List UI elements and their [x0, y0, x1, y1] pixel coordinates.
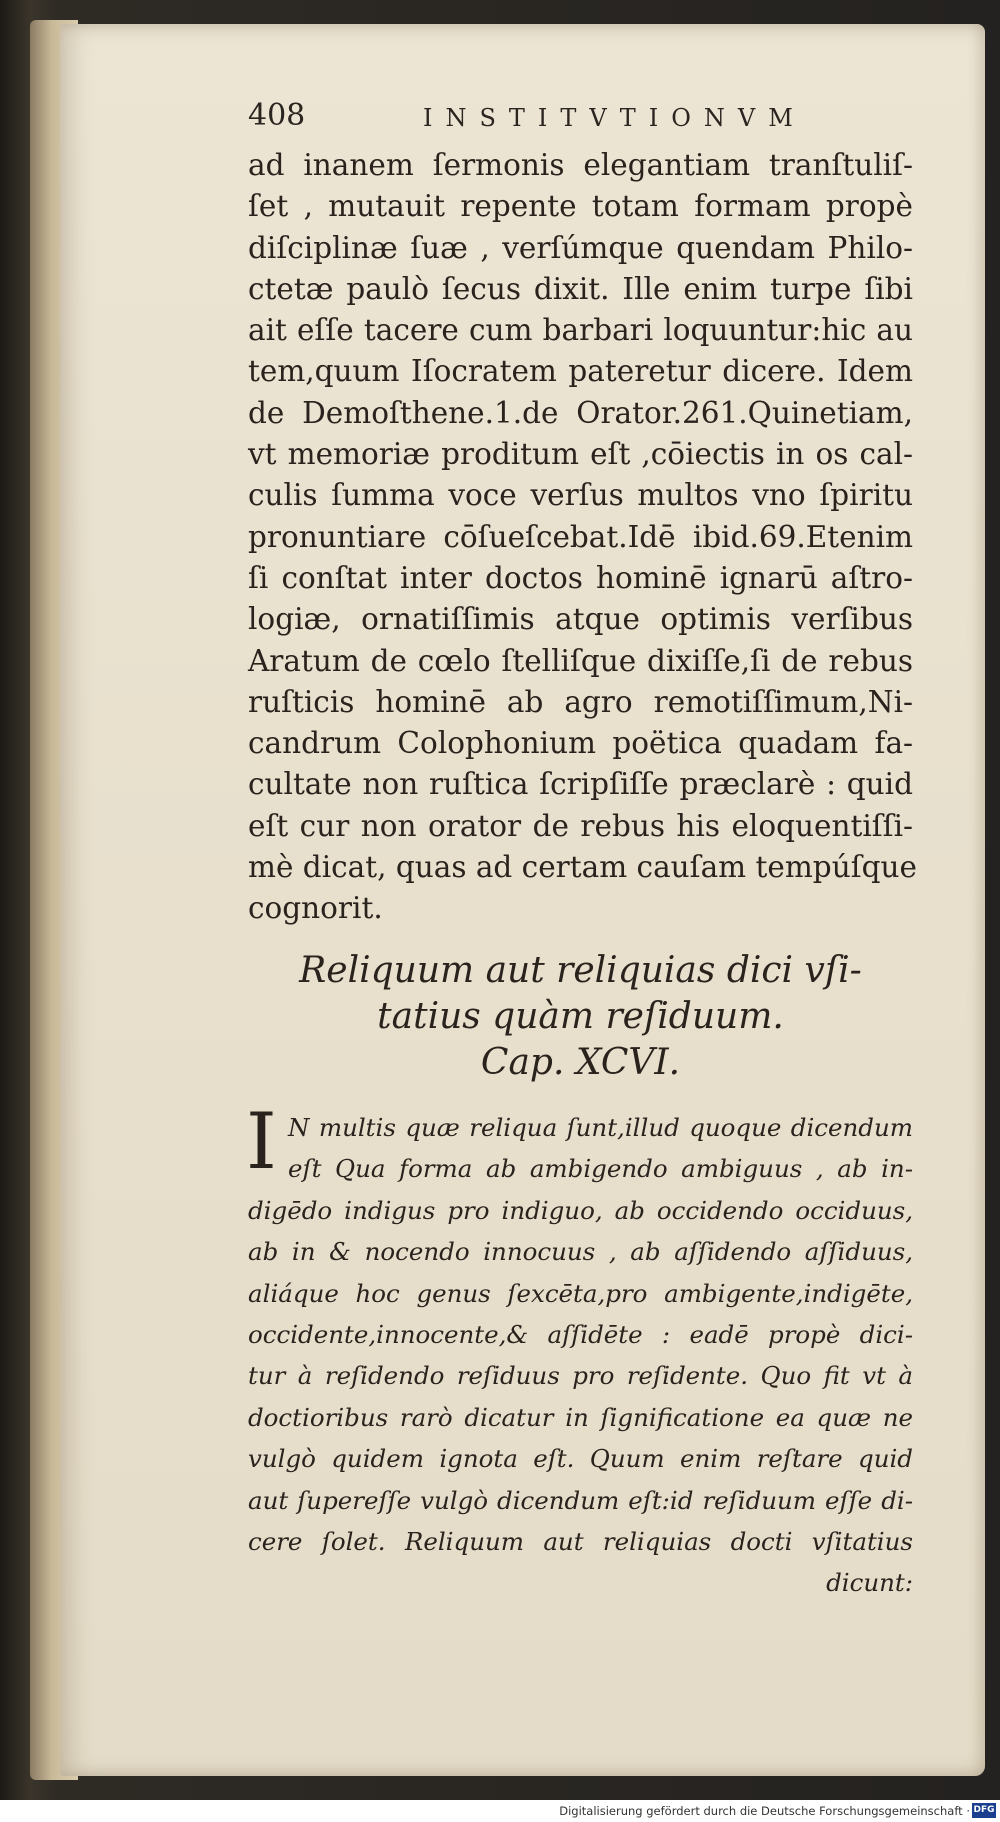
text-line: ad inanem ſermonis elegantiam tranſtuliſ-	[248, 148, 913, 182]
text-line: mè dicat, quas ad certam cauſam tempúſque	[248, 850, 917, 885]
text-line: aut ſupereſſe vulgò dicendum eſt:id reſiduum eſſe di-	[248, 1485, 913, 1515]
text-line: ctetæ paulò ſecus dixit. Ille enim turpe ſibi	[248, 271, 913, 306]
footer-bar	[0, 1800, 1000, 1822]
catchword: dicunt:	[826, 1568, 913, 1598]
text-line: eſt cur non orator de rebus his eloquentiſſi-	[248, 808, 913, 843]
running-head	[248, 96, 818, 136]
heading-line: Reliquum aut reliquias dici vſi-	[299, 950, 862, 991]
footer-credit: Digitalisierung gefördert durch die Deutsche Forschungsgemeinschaft ·	[559, 1804, 970, 1818]
text-line: ab in & nocendo innocuus , ab aſſidendo aſſiduus,	[248, 1237, 913, 1267]
text-line: cultate non ruſtica ſcripſiſſe præclarè : quid	[248, 767, 913, 802]
body-paragraph	[248, 145, 917, 930]
text-line: ſi conſtat inter doctos hominē ignarū aſtro-	[248, 560, 913, 595]
text-line: logiæ, ornatiſſimis atque optimis verſibus	[248, 602, 913, 637]
text-line: diſciplinæ ſuæ , verſúmque quendam Philo-	[248, 230, 913, 265]
text-line: doctioribus rarò dicatur in ſignificatione ea quæ ne	[248, 1402, 913, 1432]
page-number: 408	[248, 98, 306, 133]
running-title: INSTITVTIONVM	[423, 104, 806, 132]
text-line: tem,quum Iſocratem pateretur dicere. Idem	[248, 354, 913, 389]
text-line: pronuntiare cōſueſcebat.Idē ibid.69.Etenim	[248, 519, 913, 554]
text-line: cognorit.	[248, 891, 383, 926]
text-line: vulgò quidem ignota eſt. Quum enim reſtare quid	[248, 1444, 913, 1474]
text-line: ait eſſe tacere cum barbari loquuntur:hic au	[248, 313, 913, 348]
text-line: ſet , mutauit repente totam formam propè	[248, 189, 913, 224]
text-line: cere ſolet. Reliquum aut reliquias docti vſitatius	[248, 1527, 913, 1557]
chapter-number: Cap. XCVI.	[480, 1042, 681, 1083]
italic-paragraph	[248, 1107, 913, 1604]
chapter-heading	[248, 948, 913, 1086]
drop-cap: I	[246, 1097, 277, 1187]
heading-line: tatius quàm reſiduum.	[377, 996, 784, 1037]
text-line: ruſticis hominē ab agro remotiſſimum,Ni-	[248, 684, 913, 719]
text-line: digēdo indigus pro indiguo, ab occidendo occiduus,	[248, 1195, 913, 1225]
text-line: tur à reſidendo reſiduus pro reſidente. Quo fit vt à	[248, 1361, 913, 1391]
text-line: aliáque hoc genus ſexcēta,pro ambigente,indigēte,	[248, 1278, 913, 1308]
text-line: eſt Qua forma ab ambigendo ambiguus , ab in-	[288, 1154, 913, 1184]
text-line: vt memoriæ proditum eſt ,cōiectis in os cal-	[248, 437, 913, 472]
text-line: candrum Colophonium poëtica quadam fa-	[248, 726, 913, 761]
text-line: Aratum de cœlo ſtelliſque dixiſſe,ſi de rebus	[248, 643, 913, 678]
dfg-logo-icon: DFG	[972, 1803, 996, 1818]
text-line: de Demoſthene.1.de Orator.261.Quinetiam,	[248, 395, 913, 430]
text-line: culis ſumma voce verſus multos vno ſpiritu	[248, 478, 913, 513]
text-line: occidente,innocente,& aſſidēte : eadē propè dici-	[248, 1320, 913, 1350]
text-line: N multis quæ reliqua ſunt,illud quoque dicendum	[288, 1113, 913, 1142]
